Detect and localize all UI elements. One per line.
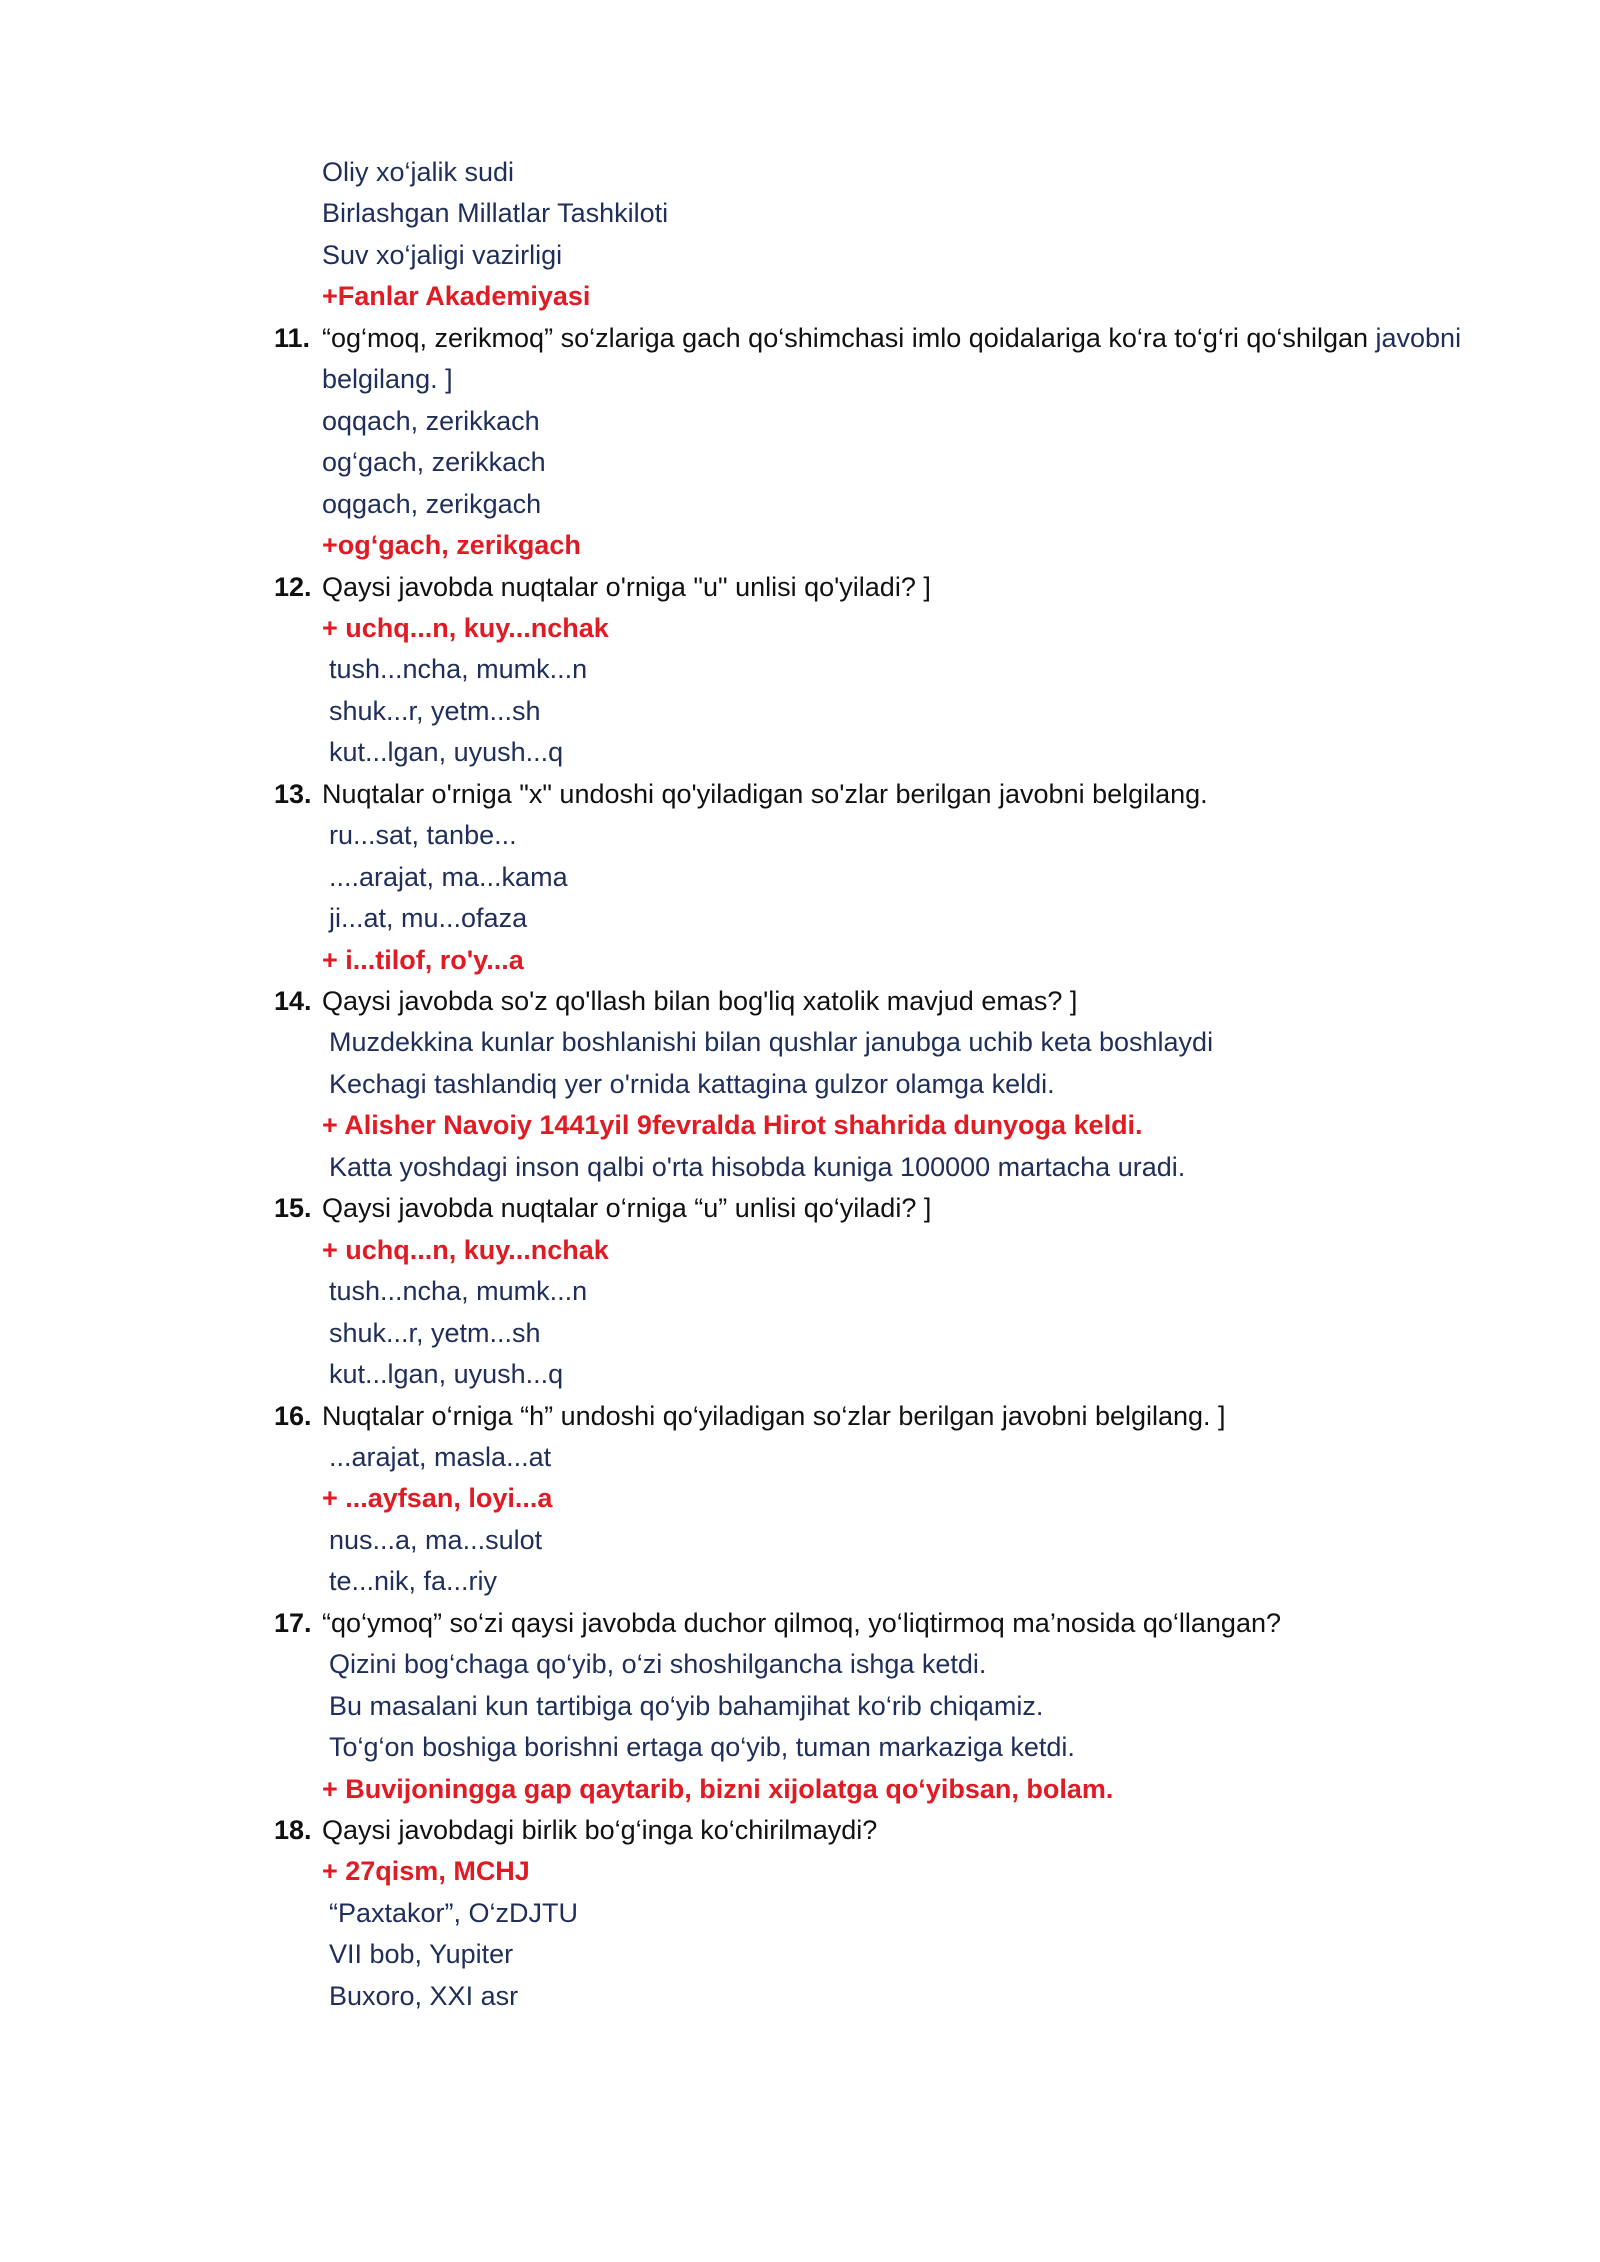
correct-answer-line: + uchq...n, kuy...nchak [322, 612, 609, 643]
question-line [274, 1606, 1282, 1640]
question-number: 16. [274, 1400, 312, 1431]
correct-answer-line: + i...tilof, ro'y...a [322, 944, 524, 975]
question-number: 17. [274, 1607, 312, 1638]
question-number: 18. [274, 1815, 312, 1845]
answer-option-line: Suv xo‘jaligi vazirligi [322, 239, 563, 270]
question-text: Nuqtalar o'rniga "x" undoshi qo'yiladigan so'zlar berilgan javobni belgilang. [322, 778, 1208, 809]
answer-option-line: Katta yoshdagi inson qalbi o'rta hisobda kuniga 100000 martacha uradi. [329, 1151, 1186, 1182]
question-text: Qaysi javobda nuqtalar o'rniga "u" unlisi qo'yiladi? ] [322, 571, 931, 602]
question-line [274, 1399, 1226, 1433]
answer-option-line: tush...ncha, mumk...n [329, 654, 588, 685]
answer-option-line: Kechagi tashlandiq yer o'rnida kattagina gulzor olamga keldi. [329, 1068, 1055, 1099]
question-text: Qaysi javobda so'z qo'llash bilan bog'liq xatolik mavjud emas? ] [322, 986, 1078, 1016]
correct-answer-line: + Alisher Navoiy 1441yil 9fevralda Hirot shahrida dunyoga keldi. [322, 1110, 1143, 1141]
question-number: 12. [274, 571, 312, 602]
answer-option-line: nus...a, ma...sulot [329, 1524, 543, 1555]
answer-option-line: Buxoro, XXI asr [329, 1980, 519, 2011]
correct-answer-line: + uchq...n, kuy...nchak [322, 1234, 609, 1265]
correct-answer-line: +Fanlar Akademiyasi [322, 281, 591, 312]
question-number: 11. [274, 322, 311, 353]
answer-option-line: Qizini bog‘chaga qo‘yib, o‘zi shoshilgancha ishga ketdi. [329, 1649, 987, 1680]
question-text: “og‘moq, zerikmoq” so‘zlariga gach qo‘shimchasi imlo qoidalariga ko‘ra to‘g‘ri qo‘shilgan [322, 322, 1368, 353]
answer-option-line: Muzdekkina kunlar boshlanishi bilan qushlar janubga uchib keta boshlaydi [329, 1027, 1214, 1058]
question-line [274, 321, 1462, 355]
answer-option-line: oqqach, zerikkach [322, 405, 540, 436]
question-text-tail: javobni [1368, 322, 1462, 353]
answer-option-line: shuk...r, yetm...sh [329, 695, 541, 726]
answer-option-line: kut...lgan, uyush...q [329, 737, 564, 768]
answer-option-line: tush...ncha, mumk...n [329, 1276, 588, 1307]
question-text: Qaysi javobdagi birlik bo‘g‘inga ko‘chirilmaydi? [322, 1815, 878, 1845]
answer-option-line: oqgach, zerikgach [322, 488, 542, 519]
correct-answer-line: + ...ayfsan, loyi...a [322, 1483, 553, 1514]
question-text: “qo‘ymoq” so‘zi qaysi javobda duchor qilmoq, yo‘liqtirmoq ma’nosida qo‘llangan? [322, 1607, 1282, 1638]
answer-option-line: ...arajat, masla...at [329, 1441, 552, 1472]
answer-option-line: ru...sat, tanbe... [329, 820, 517, 851]
answer-option-line: belgilang. ] [322, 364, 453, 395]
answer-option-line: Oliy xo‘jalik sudi [322, 157, 515, 187]
question-text: Qaysi javobda nuqtalar o‘rniga “u” unlisi qo‘yiladi? ] [322, 1193, 932, 1224]
answer-option-line: VII bob, Yupiter [329, 1939, 514, 1970]
question-line [274, 777, 1208, 811]
question-line [274, 1813, 878, 1847]
answer-option-line: Birlashgan Millatlar Tashkiloti [322, 198, 669, 229]
question-number: 13. [274, 778, 312, 809]
correct-answer-line: + Buvijoningga gap qaytarib, bizni xijolatga qo‘yibsan, bolam. [322, 1773, 1114, 1804]
question-text: Nuqtalar o‘rniga “h” undoshi qo‘yiladigan so‘zlar berilgan javobni belgilang. ] [322, 1400, 1226, 1431]
answer-option-line: shuk...r, yetm...sh [329, 1317, 541, 1348]
question-line [274, 570, 931, 604]
correct-answer-line: + 27qism, MCHJ [322, 1856, 530, 1887]
answer-option-line: To‘g‘on boshiga borishni ertaga qo‘yib, tuman markaziga ketdi. [329, 1732, 1075, 1763]
correct-answer-line: +og‘gach, zerikgach [322, 530, 581, 561]
answer-option-line: Bu masalani kun tartibiga qo‘yib bahamjihat ko‘rib chiqamiz. [329, 1690, 1044, 1721]
answer-option-line: kut...lgan, uyush...q [329, 1359, 564, 1390]
question-line [274, 1191, 932, 1225]
question-number: 14. [274, 986, 312, 1016]
answer-option-line: te...nik, fa...riy [329, 1566, 498, 1597]
answer-option-line: ....arajat, ma...kama [329, 861, 568, 892]
question-line [274, 984, 1078, 1018]
answer-option-line: “Paxtakor”, O‘zDJTU [329, 1897, 579, 1928]
answer-option-line: og‘gach, zerikkach [322, 447, 546, 478]
answer-option-line: ji...at, mu...ofaza [329, 903, 528, 934]
question-number: 15. [274, 1193, 312, 1224]
